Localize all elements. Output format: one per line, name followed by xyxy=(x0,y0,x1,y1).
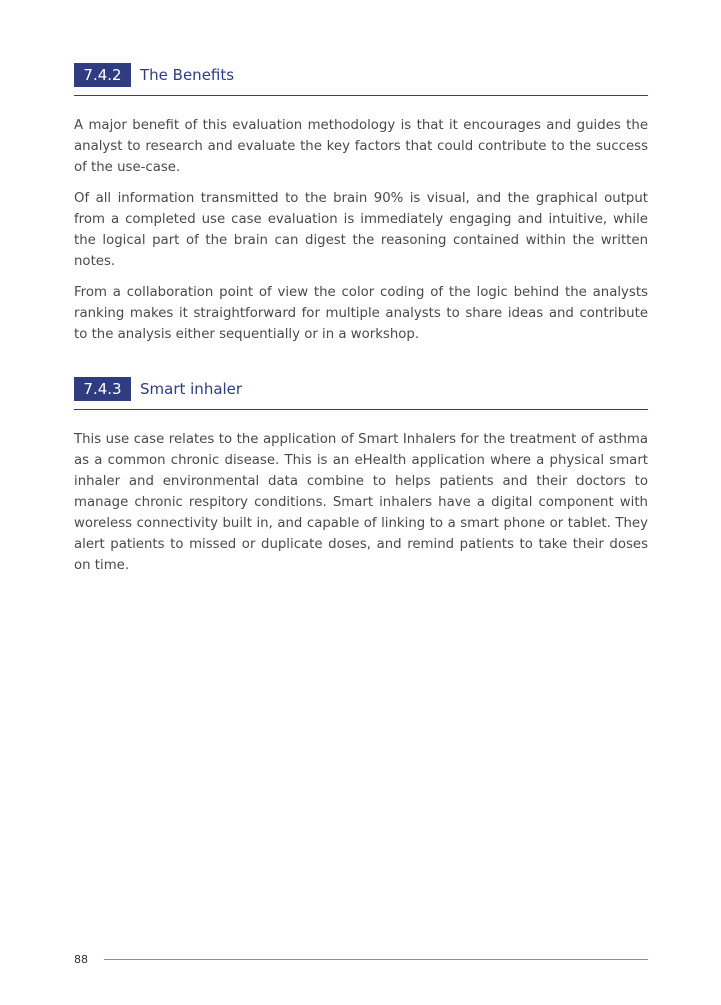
section-heading xyxy=(74,63,648,96)
paragraph: From a collaboration point of view the color coding of the logic behind the analysts ranking makes it straightforward for multiple analysts to share ideas and contribute to the analysis either sequentially or in a workshop. xyxy=(74,285,648,342)
footer-divider xyxy=(104,959,648,960)
section-title: The Benefits xyxy=(140,66,235,84)
section-title: Smart inhaler xyxy=(140,380,243,398)
paragraph: Of all information transmitted to the brain 90% is visual, and the graphical output from a completed use case evaluation is immediately engaging and intuitive, while the logical part of the brain can digest the reasoning contained within the written notes. xyxy=(74,191,648,269)
section-number: 7.4.3 xyxy=(74,377,131,401)
section-7-4-3 xyxy=(74,377,648,586)
paragraph: A major benefit of this evaluation methodology is that it encourages and guides the analyst to research and evaluate the key factors that could contribute to the success of the use-case. xyxy=(74,118,648,175)
section-number: 7.4.2 xyxy=(74,63,131,87)
page-number: 88 xyxy=(74,953,88,966)
section-heading xyxy=(74,377,648,410)
section-body xyxy=(74,429,648,576)
page-footer xyxy=(74,953,648,966)
section-7-4-2 xyxy=(74,63,648,355)
paragraph: This use case relates to the application of Smart Inhalers for the treatment of asthma as a common chronic disease. This is an eHealth application where a physical smart inhaler and environmental data combine to helps patients and their doctors to manage chronic respitory conditions. Smart inhalers have a digital component with woreless connectivity built in, and capable of linking to a smart phone or tablet. They alert patients to missed or duplicate doses, and remind patients to take their doses on time. xyxy=(74,432,648,573)
section-body xyxy=(74,115,648,345)
